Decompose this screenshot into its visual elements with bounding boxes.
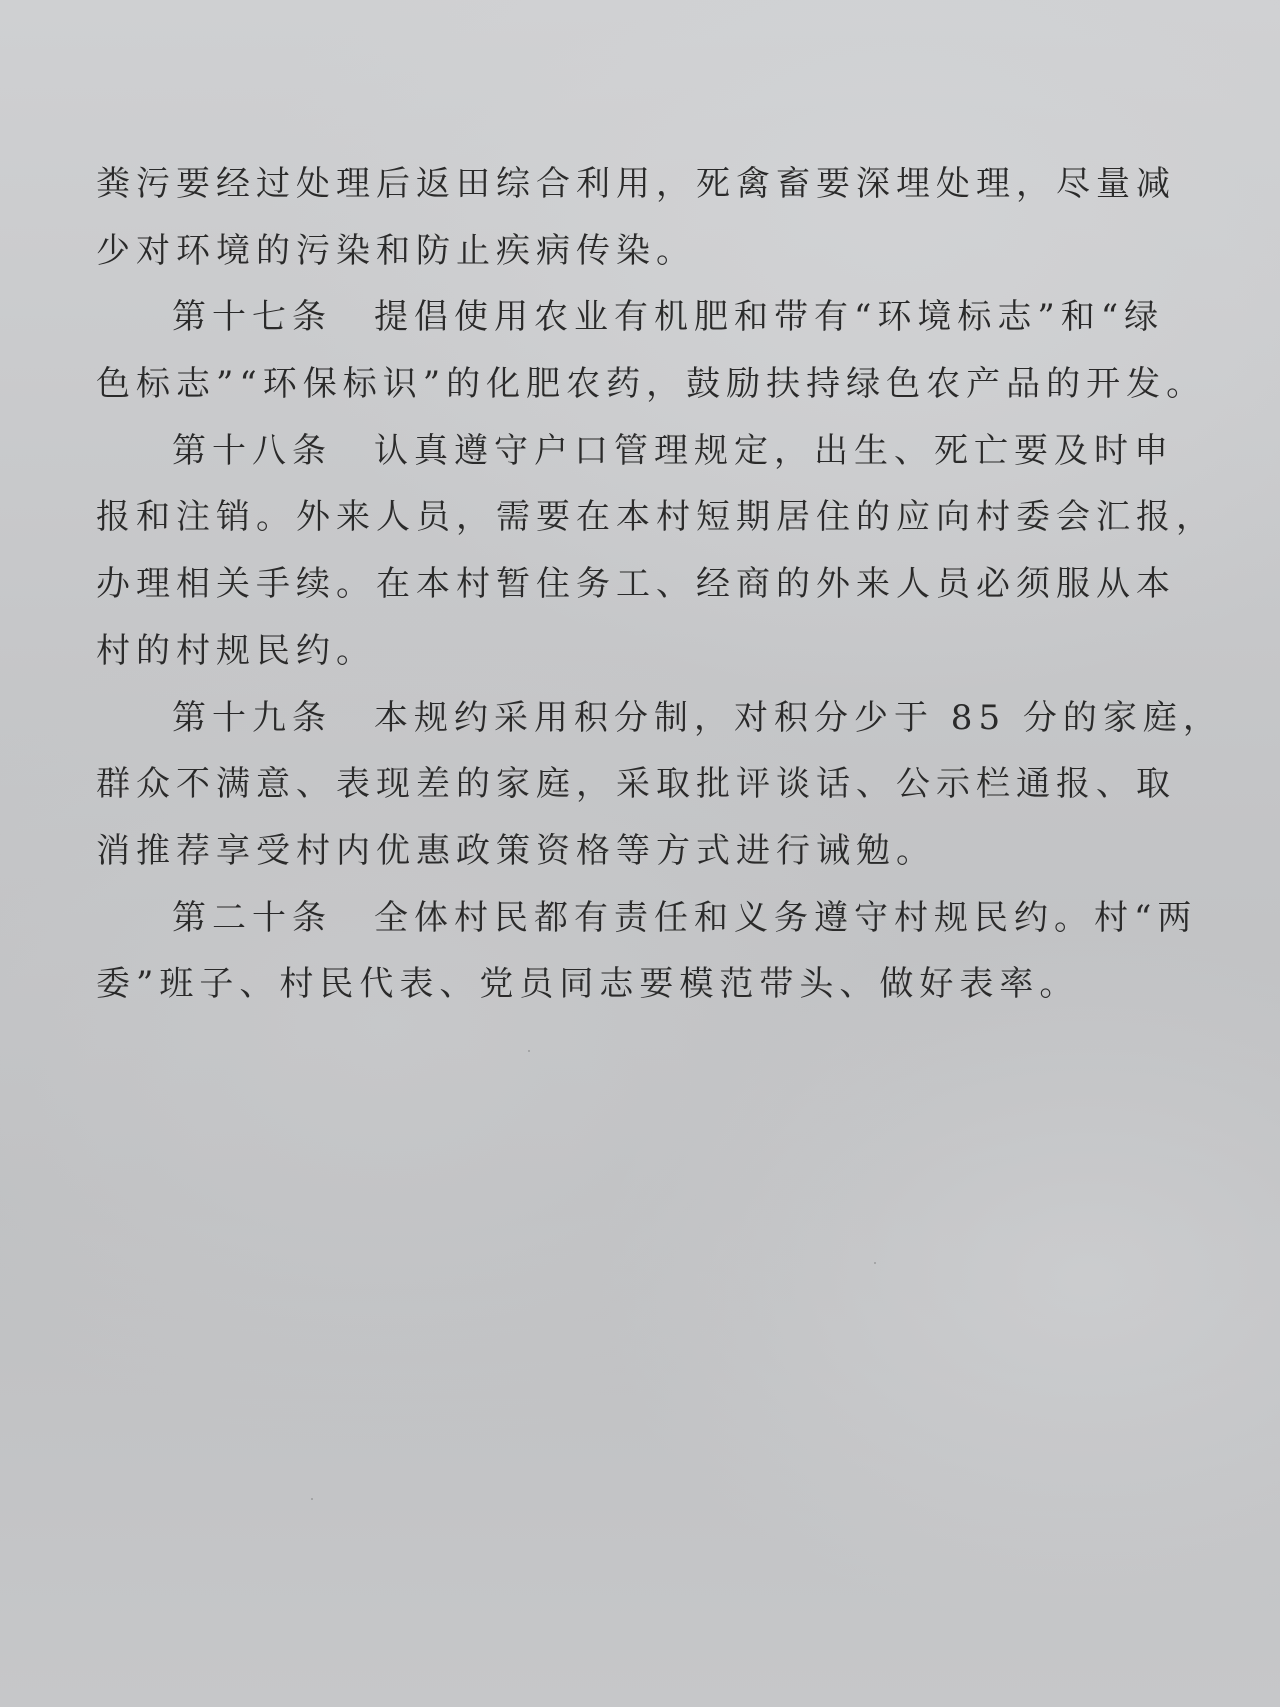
text-line: [96, 752, 1188, 816]
text-line: [96, 819, 1188, 883]
text-line: [96, 619, 1188, 683]
paper-speck: [528, 1050, 530, 1052]
line-text: 提倡使用农业有机肥和带有“环境标志”和“绿: [374, 297, 1165, 338]
line-text: 委”班子、村民代表、党员同志要模范带头、做好表率。: [96, 964, 1080, 1005]
article-number: 第二十条: [172, 897, 332, 938]
line-text: 群众不满意、表现差的家庭，采取批评谈话、公示栏通报、取: [96, 764, 1176, 805]
article-18-line: [96, 419, 1188, 483]
paper-speck: [311, 1498, 313, 1500]
article-17-line: [96, 285, 1188, 349]
text-line: [96, 352, 1207, 416]
line-text: 全体村民都有责任和义务遵守村规民约。村“两: [374, 897, 1198, 938]
paper-speck: [874, 1262, 876, 1264]
line-text: 办理相关手续。在本村暂住务工、经商的外来人员必须服从本: [96, 564, 1176, 605]
text-line: [96, 485, 1216, 549]
line-text: 粪污要经过处理后返田综合利用，死禽畜要深埋处理，尽量减: [96, 164, 1176, 204]
text-line: [96, 219, 1188, 283]
line-text: 消推荐享受村内优惠政策资格等方式进行诫勉。: [96, 830, 936, 871]
article-number: 第十八条: [172, 430, 332, 471]
line-text: 本规约采用积分制，对积分少于 85 分的家庭，: [374, 697, 1223, 738]
article-19-line: [96, 686, 1223, 750]
line-text: 认真遵守户口管理规定，出生、死亡要及时申: [374, 430, 1174, 471]
article-number: 第十七条: [172, 297, 332, 338]
line-text: 色标志”“环保标识”的化肥农药，鼓励扶持绿色农产品的开发。: [96, 364, 1207, 405]
text-line: [96, 952, 1188, 1016]
document-body: [96, 152, 1223, 1019]
line-text: 报和注销。外来人员，需要在本村短期居住的应向村委会汇报，: [96, 497, 1216, 538]
text-line: [96, 152, 1188, 216]
article-20-line: [96, 886, 1198, 950]
text-line: [96, 552, 1188, 616]
line-text: 少对环境的污染和防止疾病传染。: [96, 230, 696, 271]
line-text: 村的村规民约。: [96, 630, 376, 671]
article-number: 第十九条: [172, 697, 332, 738]
